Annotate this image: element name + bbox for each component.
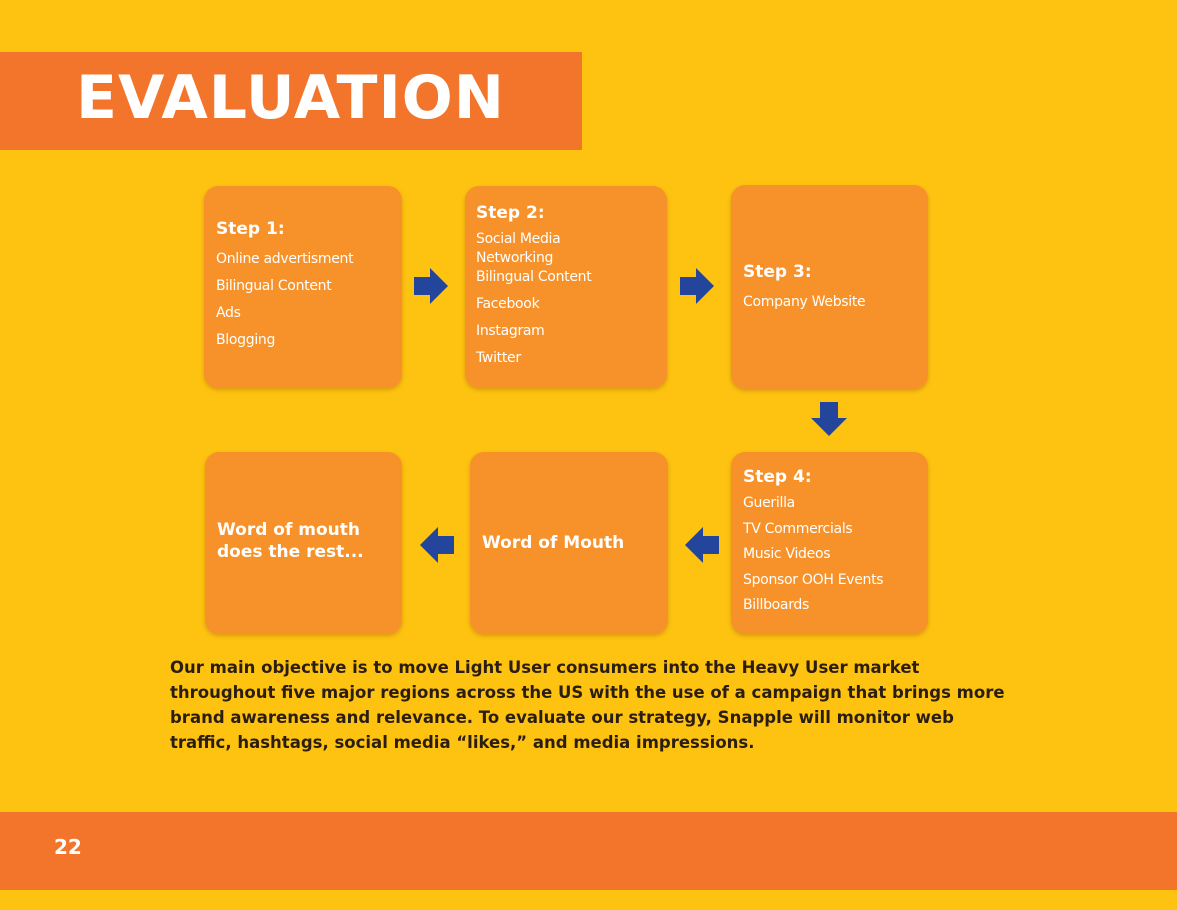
- footer-banner: [0, 812, 1177, 890]
- final-step-line-1: Word of mouth: [217, 520, 361, 540]
- objective-paragraph: Our main objective is to move Light User consumers into the Heavy User market throughout five major regions across the US with the use of a campaign that brings more brand awareness and relevance. To evaluate our strategy, Snapple will monitor web traffic, hashtags, social media “likes,” and media impressions.: [170, 658, 1005, 752]
- step-1-box: [204, 186, 402, 388]
- step-2-item: Bilingual Content: [476, 269, 592, 285]
- step-2-item: Networking: [476, 250, 554, 266]
- page-number: 22: [54, 835, 82, 859]
- arrow-right-icon: [414, 266, 450, 306]
- arrow-left-icon: [418, 525, 454, 565]
- step-4-item: Billboards: [743, 597, 809, 613]
- final-step-line-2: does the rest...: [217, 542, 364, 562]
- step-4-box: [731, 452, 928, 634]
- step-3-box: [731, 185, 928, 389]
- step-2-item: Facebook: [476, 296, 540, 312]
- step-4-item: Sponsor OOH Events: [743, 571, 884, 588]
- step-2-title: Step 2:: [476, 203, 545, 223]
- step-2-item: Twitter: [476, 350, 521, 366]
- step-4-title: Step 4:: [743, 467, 812, 487]
- step-4-item: Music Videos: [743, 546, 831, 562]
- step-3-item: Company Website: [743, 294, 866, 310]
- arrow-down-icon: [809, 402, 849, 438]
- step-2-item: Social Media: [476, 231, 561, 247]
- step-1-item: Online advertisment: [216, 251, 354, 267]
- step-1-title: Step 1:: [216, 219, 285, 239]
- step-4-item: Guerilla: [743, 495, 795, 511]
- arrow-left-icon: [683, 525, 719, 565]
- step-2-box: [465, 186, 667, 388]
- final-step-box: [205, 452, 402, 634]
- step-4-item: TV Commercials: [743, 520, 853, 537]
- step-1-item: Bilingual Content: [216, 278, 332, 294]
- step-2-item: Instagram: [476, 323, 545, 339]
- arrow-right-icon: [680, 266, 716, 306]
- word-of-mouth-label: Word of Mouth: [482, 533, 625, 553]
- step-1-item: Ads: [216, 305, 241, 321]
- page-title: EVALUATION: [76, 63, 506, 133]
- step-1-item: Blogging: [216, 332, 276, 348]
- step-3-title: Step 3:: [743, 262, 812, 282]
- word-of-mouth-box: [470, 452, 668, 634]
